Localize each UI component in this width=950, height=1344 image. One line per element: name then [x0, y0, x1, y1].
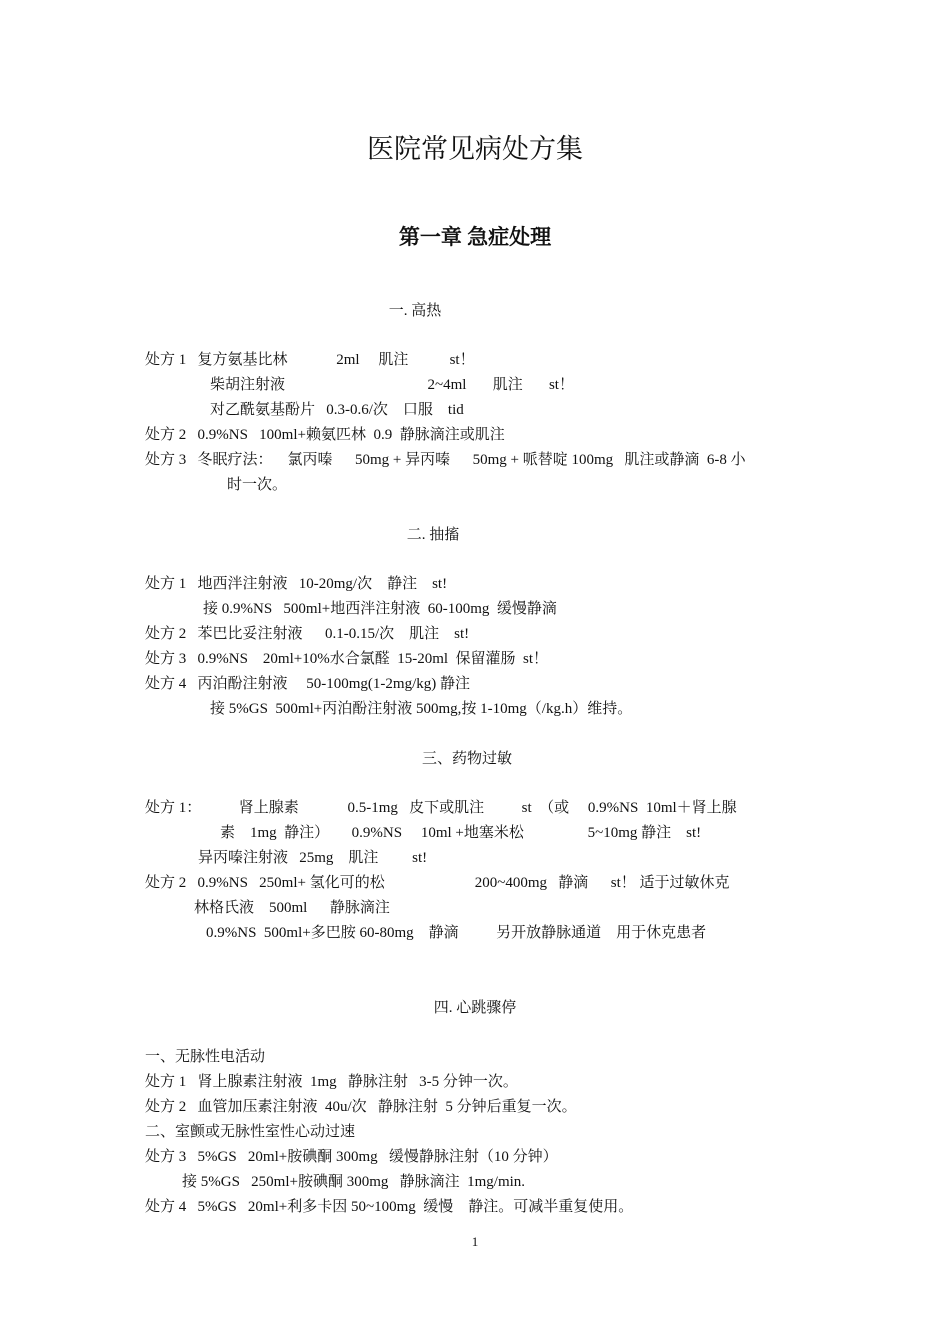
- text-line: 处方 2 血管加压素注射液 40u/次 静脉注射 5 分钟后重复一次。: [145, 1099, 577, 1115]
- section-heading-cardiac-arrest: 四. 心跳骤停: [433, 1000, 517, 1016]
- text-line: 处方 1 地西泮注射液 10-20mg/次 静注 st!: [145, 576, 448, 592]
- text-line: 处方 1 肾上腺素注射液 1mg 静脉注射 3-5 分钟一次。: [145, 1074, 518, 1090]
- text-line: 时一次。: [227, 477, 288, 493]
- text-line: 处方 3 冬眠疗法： 氯丙嗪 50mg + 异丙嗪 50mg + 哌替啶 100mg 肌注或静滴 6-8 小: [145, 452, 746, 468]
- text-line: 处方 2 0.9%NS 100ml+赖氨匹林 0.9 静脉滴注或肌注: [145, 427, 505, 443]
- text-line: 异丙嗪注射液 25mg 肌注 st!: [198, 850, 428, 866]
- text-line: 柴胡注射液 2~4ml 肌注 st！: [210, 377, 574, 393]
- text-line: 二、室颤或无脉性室性心动过速: [145, 1124, 356, 1140]
- text-line: 处方 4 丙泊酚注射液 50-100mg(1-2mg/kg) 静注: [145, 676, 470, 692]
- chapter-heading: 第一章 急症处理: [398, 225, 552, 249]
- text-line: 林格氏液 500ml 静脉滴注: [194, 900, 390, 916]
- section-heading-convulsion: 二. 抽搐: [406, 527, 460, 543]
- text-line: 0.9%NS 500ml+多巴胺 60-80mg 静滴 另开放静脉通道 用于休克患者: [206, 925, 707, 941]
- text-line: 对乙酰氨基酚片 0.3-0.6/次 口服 tid: [210, 402, 464, 418]
- section-heading-fever: 一. 高热: [388, 303, 442, 319]
- section-heading-allergy: 三、药物过敏: [421, 751, 512, 767]
- text-line: 一、无脉性电活动: [145, 1049, 266, 1065]
- text-line: 处方 1： 肾上腺素 0.5-1mg 皮下或肌注 st （或 0.9%NS 10ml＋肾上腺: [145, 800, 737, 816]
- text-line: 处方 3 5%GS 20ml+胺碘酮 300mg 缓慢静脉注射（10 分钟）: [145, 1149, 558, 1165]
- text-line: 处方 4 5%GS 20ml+利多卡因 50~100mg 缓慢 静注。可减半重复使用。: [145, 1199, 634, 1215]
- text-line: 素 1mg 静注） 0.9%NS 10ml +地塞米松 5~10mg 静注 st!: [220, 825, 702, 841]
- text-line: 接 0.9%NS 500ml+地西泮注射液 60-100mg 缓慢静滴: [203, 601, 557, 617]
- text-line: 处方 1 复方氨基比林 2ml 肌注 st！: [145, 352, 475, 368]
- text-line: 处方 2 苯巴比妥注射液 0.1-0.15/次 肌注 st!: [145, 626, 470, 642]
- document-title: 医院常见病处方集: [367, 134, 583, 164]
- text-line: 处方 2 0.9%NS 250ml+ 氢化可的松 200~400mg 静滴 st！ 适于过敏休克: [145, 875, 730, 891]
- page-number: 1: [471, 1234, 479, 1249]
- text-line: 处方 3 0.9%NS 20ml+10%水合氯醛 15-20ml 保留灌肠 st！: [145, 651, 549, 667]
- text-line: 接 5%GS 250ml+胺碘酮 300mg 静脉滴注 1mg/min.: [182, 1174, 526, 1190]
- text-line: 接 5%GS 500ml+丙泊酚注射液 500mg,按 1-10mg（/kg.h）维持。: [210, 701, 633, 717]
